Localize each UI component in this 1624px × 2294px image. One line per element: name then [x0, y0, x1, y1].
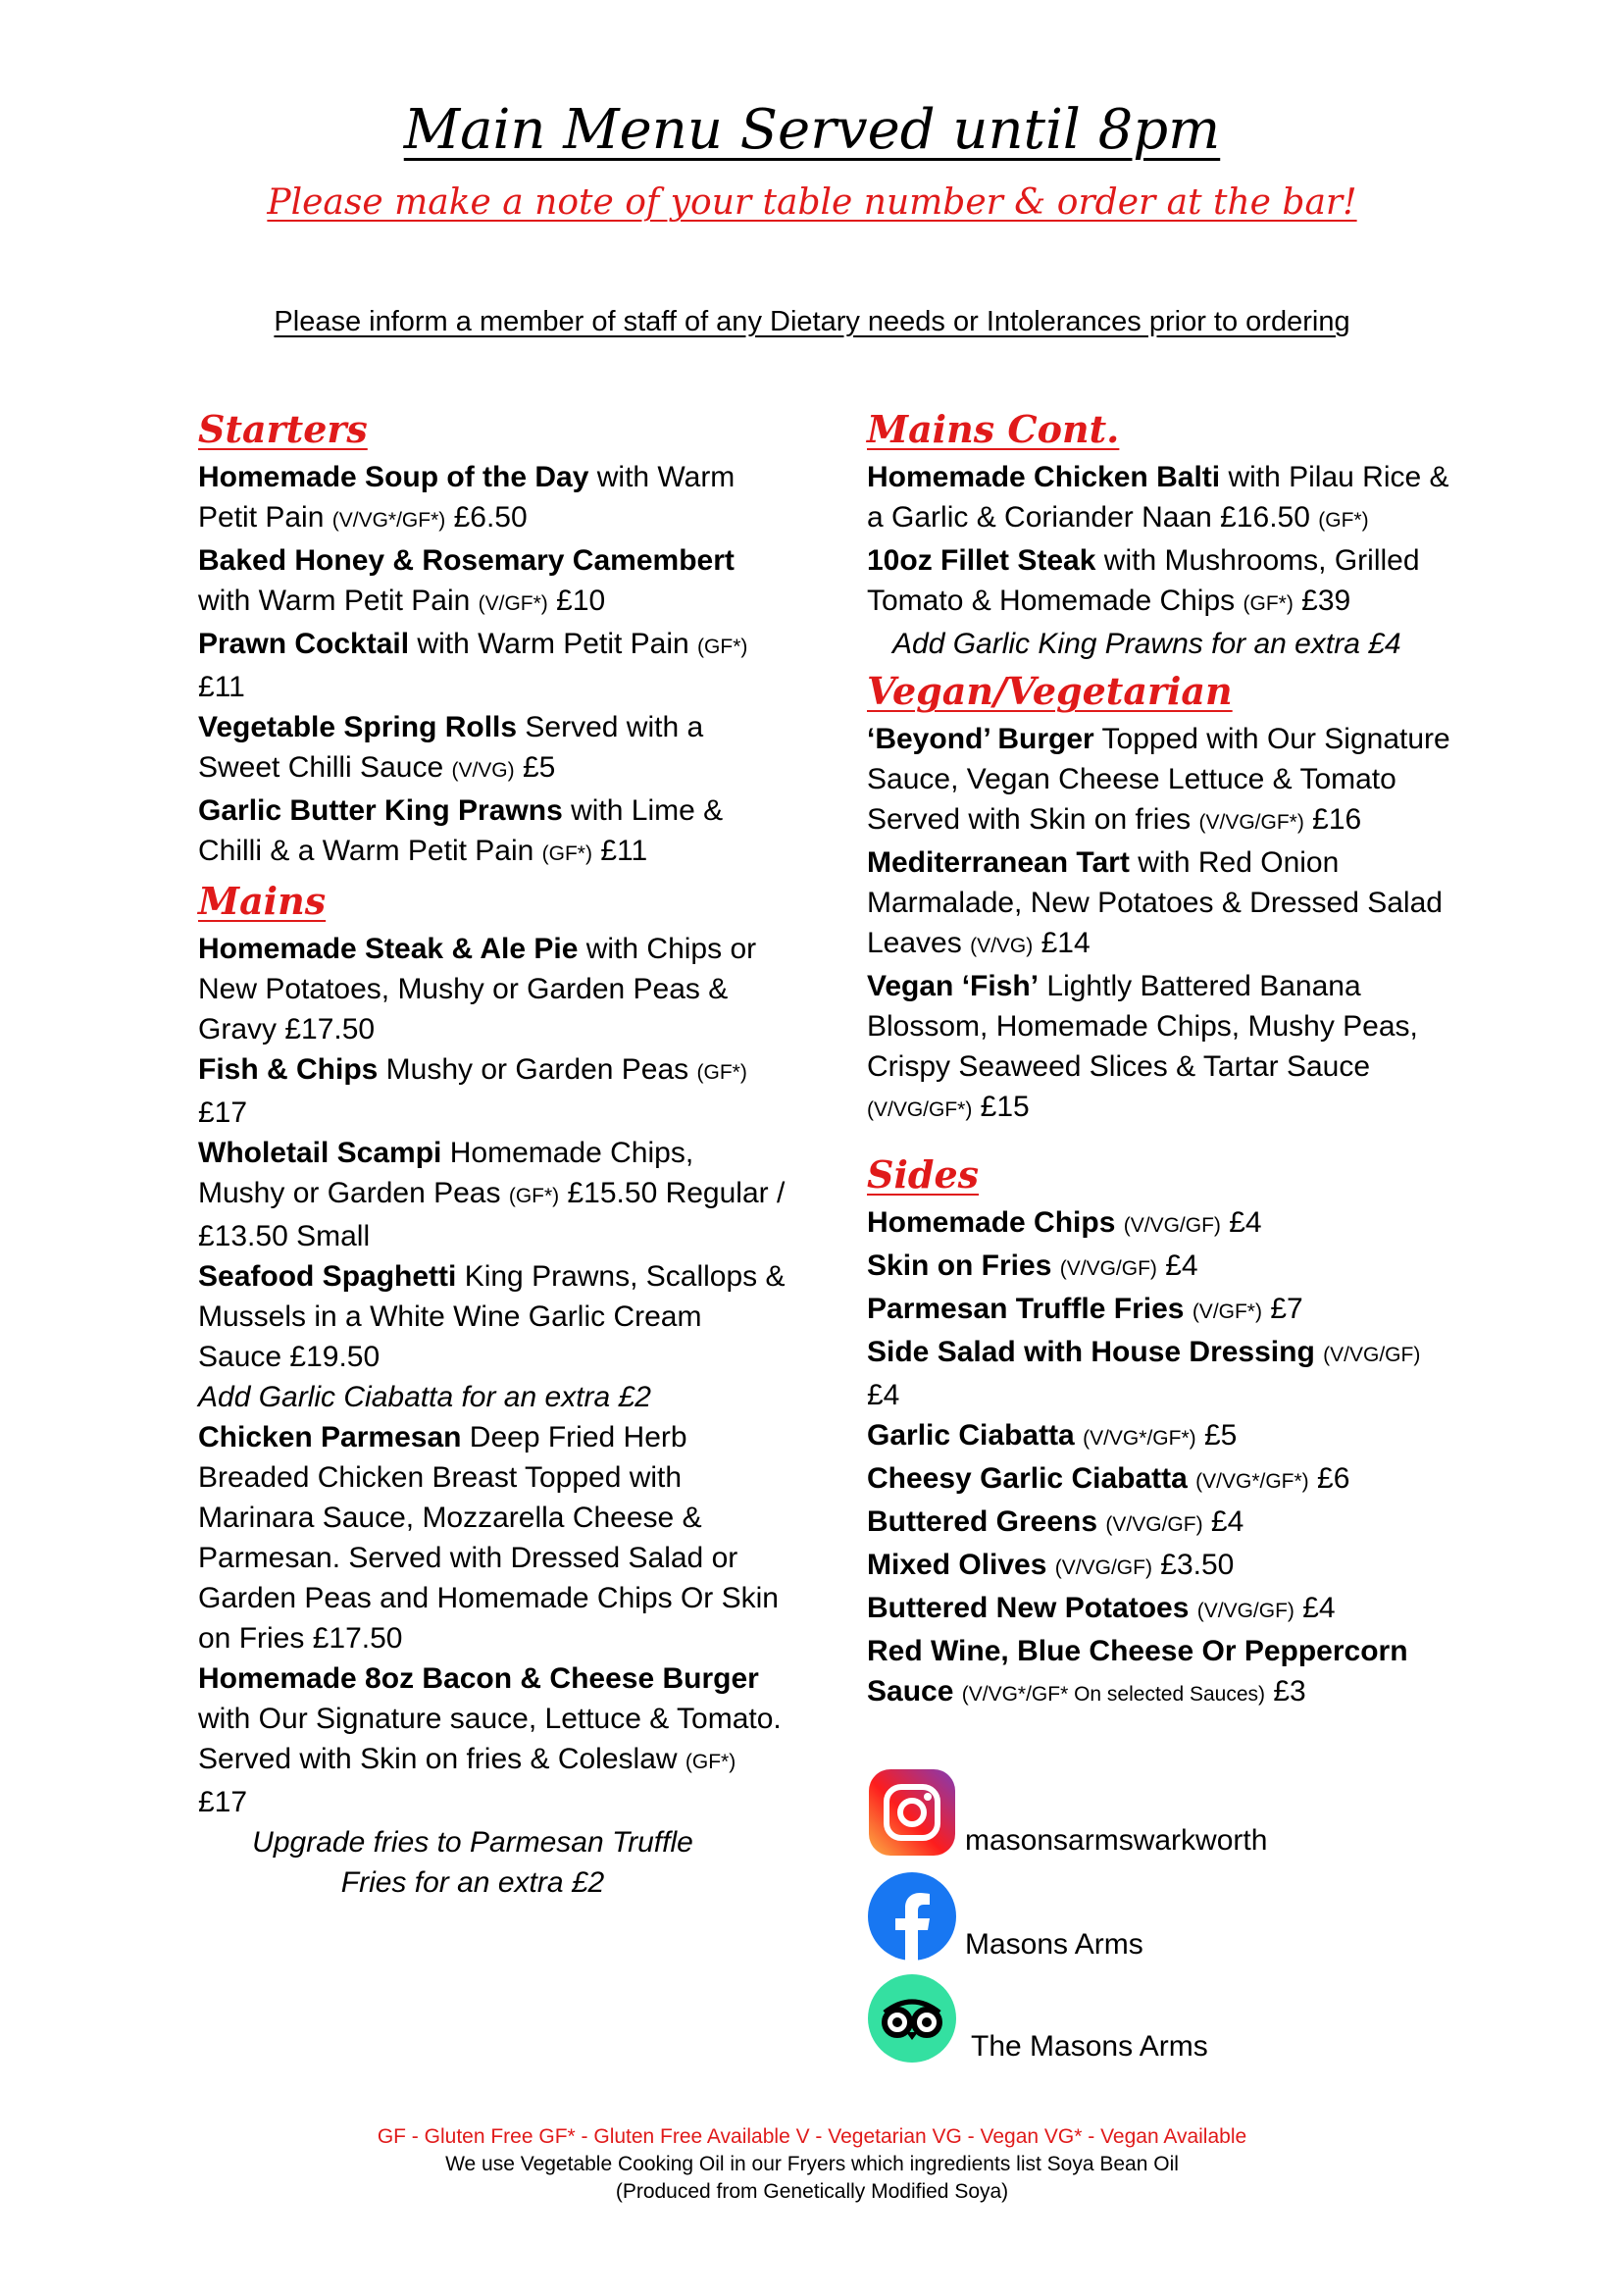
item-description: Deep Fried Herb Breaded Chicken Breast Topped with Marinara Sauce, Mozzarella Cheese & Parmesan. Served with Dressed Salad or Garden Peas and Homemade Chips Or Skin on Fries £17.50: [198, 1421, 779, 1655]
item-name: Red Wine, Blue Cheese Or Peppercorn Sauce: [867, 1635, 1408, 1708]
item-name: Vegetable Spring Rolls: [198, 711, 518, 743]
dietary-tag: (V/VG*/GF* On selected Sauces): [961, 1683, 1266, 1706]
item-name: Homemade Chicken Balti: [867, 461, 1221, 493]
item-description: King Prawns, Scallops & Mussels in a White Wine Garlic Cream Sauce £19.50: [198, 1260, 786, 1373]
item-name: 10oz Fillet Steak: [867, 544, 1096, 577]
starters-list: [198, 457, 787, 874]
tripadvisor-owl-icon: [867, 1973, 957, 2064]
item-name: Chicken Parmesan: [198, 1421, 462, 1453]
menu-item: [198, 457, 787, 540]
section-spacer: [867, 1130, 1455, 1147]
item-name: Homemade 8oz Bacon & Cheese Burger: [198, 1662, 759, 1695]
facebook-link[interactable]: [867, 1871, 1455, 1962]
menu-item: [867, 1588, 1455, 1631]
menu-item: [867, 1545, 1455, 1588]
item-price: £4: [1202, 1505, 1244, 1538]
item-description: Mushy or Garden Peas: [378, 1053, 697, 1086]
item-description: [1315, 1336, 1323, 1368]
menu-item: [867, 1332, 1455, 1415]
dietary-tag: (V/VG/GF*): [1198, 811, 1304, 834]
menu-item: [198, 929, 787, 1049]
item-name: Skin on Fries: [867, 1249, 1052, 1282]
menu-item: [198, 790, 787, 874]
item-name: Mixed Olives: [867, 1549, 1047, 1581]
item-name: Homemade Steak & Ale Pie: [198, 933, 579, 965]
item-price: £17: [198, 1096, 248, 1129]
sides-heading: Sides: [867, 1152, 980, 1197]
item-price: £16: [1303, 803, 1362, 836]
item-price: £5: [514, 751, 556, 784]
item-description: with Warm Petit Pain: [198, 461, 736, 534]
item-price: £3: [1265, 1675, 1306, 1708]
tripadvisor-name: The Masons Arms: [971, 2030, 1208, 2063]
dietary-tag: (GF*): [1243, 592, 1294, 615]
dietary-tag: (V/VG/GF): [1323, 1344, 1421, 1366]
vegan-heading: Vegan/Vegetarian: [867, 669, 1233, 713]
facebook-name: Masons Arms: [965, 1928, 1143, 1961]
vegan-list: [867, 719, 1455, 1130]
dietary-tag: (V/GF*): [478, 592, 548, 615]
menu-item: [198, 1256, 787, 1377]
item-description: [1115, 1206, 1123, 1239]
dietary-tag: (V/VG*/GF*): [1083, 1427, 1196, 1450]
item-description: with Warm Petit Pain: [198, 585, 479, 617]
tripadvisor-link[interactable]: [867, 1973, 1455, 2064]
menu-item: [867, 1289, 1455, 1332]
item-name: Buttered Greens: [867, 1505, 1098, 1538]
menu-item: [867, 842, 1455, 966]
page-title: Main Menu Served until 8pm: [403, 98, 1221, 162]
item-description: [953, 1675, 961, 1708]
menu-item: [867, 1458, 1455, 1502]
item-name: Parmesan Truffle Fries: [867, 1293, 1185, 1325]
item-description: Homemade Chips, Mushy or Garden Peas: [198, 1137, 694, 1209]
item-description: with Mushrooms, Grilled Tomato & Homemade Chips: [867, 544, 1420, 617]
dietary-tag: (V/VG/GF): [1196, 1600, 1294, 1622]
dietary-tag: (V/VG): [970, 935, 1034, 957]
item-price: £15.50 Regular / £13.50 Small: [198, 1177, 786, 1252]
item-price: £10: [547, 585, 606, 617]
item-description: Served with a Sweet Chilli Sauce: [198, 711, 704, 784]
item-name: Fish & Chips: [198, 1053, 379, 1086]
item-price: £17: [198, 1786, 248, 1818]
menu-item: [198, 540, 787, 624]
prawns-addon-note: Add Garlic King Prawns for an extra £4: [892, 628, 1401, 660]
item-description: with Warm Petit Pain: [409, 628, 698, 660]
dietary-tag: (GF*): [541, 842, 592, 865]
upgrade-fries-note: Upgrade fries to Parmesan Truffle Fries for an extra £2: [252, 1826, 693, 1899]
item-description: [1184, 1293, 1192, 1325]
item-description: [1046, 1549, 1054, 1581]
item-description: with Lime & Chilli & a Warm Petit Pain: [198, 794, 724, 867]
dietary-tag: (V/VG*/GF*): [331, 509, 446, 532]
menu-item: [198, 1049, 787, 1133]
mains-heading: Mains: [198, 879, 327, 923]
menu-item: [867, 719, 1455, 842]
item-price: £15: [972, 1091, 1030, 1123]
cooking-oil-note: We use Vegetable Cooking Oil in our Fryers which ingredients list Soya Bean Oil: [445, 2153, 1179, 2175]
menu-item: [867, 540, 1455, 624]
item-name: Wholetail Scampi: [198, 1137, 442, 1169]
dietary-tag: (GF*): [685, 1751, 736, 1773]
item-name: Homemade Chips: [867, 1206, 1116, 1239]
menu-item: [867, 1502, 1455, 1545]
menu-item: [867, 1202, 1455, 1246]
mains-cont-heading: Mains Cont.: [867, 407, 1120, 451]
item-name: Buttered New Potatoes: [867, 1592, 1190, 1624]
dietary-tag: (GF*): [697, 636, 748, 658]
item-price: £14: [1033, 927, 1091, 959]
item-description: [1188, 1462, 1195, 1495]
item-name: Homemade Soup of the Day: [198, 461, 589, 493]
item-price: £11: [198, 671, 245, 703]
mains-list-b: [198, 1417, 787, 1822]
item-description: [1075, 1419, 1083, 1452]
order-instruction: Please make a note of your table number & order at the bar!: [267, 182, 1357, 223]
gm-soya-note: (Produced from Genetically Modified Soya): [615, 2180, 1009, 2203]
right-column: [867, 402, 1455, 1714]
dietary-tag: (V/VG/GF*): [867, 1098, 973, 1121]
left-column: [198, 402, 787, 1903]
item-description: with Our Signature sauce, Lettuce & Tomato. Served with Skin on fries & Coleslaw: [198, 1703, 782, 1775]
item-name: Garlic Ciabatta: [867, 1419, 1075, 1452]
menu-item: [867, 1246, 1455, 1289]
menu-item: [198, 1133, 787, 1256]
menu-item: [867, 1631, 1455, 1714]
menu-item: [867, 1415, 1455, 1458]
starters-heading: Starters: [198, 407, 368, 451]
menu-item: [198, 1658, 787, 1822]
item-price: £4: [867, 1379, 900, 1411]
item-name: Prawn Cocktail: [198, 628, 410, 660]
dietary-tag: (GF*): [696, 1061, 747, 1084]
item-description: Lightly Battered Banana Blossom, Homemade Chips, Mushy Peas, Crispy Seaweed Slices & Tartar Sauce: [867, 970, 1418, 1083]
item-price: £11: [591, 835, 648, 867]
dietary-tag: (V/VG*/GF*): [1195, 1470, 1309, 1493]
dietary-legend: GF - Gluten Free GF* - Gluten Free Available V - Vegetarian VG - Vegan VG* - Vegan Available: [377, 2125, 1247, 2148]
footer: [0, 2123, 1624, 2206]
item-name: Garlic Butter King Prawns: [198, 794, 563, 827]
dietary-notice: Please inform a member of staff of any Dietary needs or Intolerances prior to ordering: [274, 306, 1350, 337]
mains-cont-list: [867, 457, 1455, 624]
item-price: £4: [1220, 1206, 1262, 1239]
dietary-tag: (V/GF*): [1192, 1300, 1262, 1323]
menu-item: [867, 966, 1455, 1130]
item-price: £3.50: [1151, 1549, 1235, 1581]
instagram-link[interactable]: [867, 1767, 1455, 1858]
item-name: Mediterranean Tart: [867, 846, 1130, 879]
instagram-icon: [867, 1767, 957, 1858]
menu-item: [198, 707, 787, 790]
item-price: £6: [1308, 1462, 1350, 1495]
item-description: [1189, 1592, 1196, 1624]
item-price: £4: [1156, 1249, 1198, 1282]
item-name: Cheesy Garlic Ciabatta: [867, 1462, 1188, 1495]
item-description: Topped with Our Signature Sauce, Vegan Cheese Lettuce & Tomato Served with Skin on fries: [867, 723, 1450, 836]
item-name: Vegan ‘Fish’: [867, 970, 1040, 1002]
item-description: with Chips or New Potatoes, Mushy or Garden Peas & Gravy £17.50: [198, 933, 757, 1045]
dietary-tag: (GF*): [1318, 509, 1369, 532]
item-description: with Pilau Rice & a Garlic & Coriander Naan £16.50: [867, 461, 1449, 534]
item-name: Seafood Spaghetti: [198, 1260, 457, 1293]
item-description: with Red Onion Marmalade, New Potatoes & Dressed Salad Leaves: [867, 846, 1443, 959]
sides-list: [867, 1202, 1455, 1714]
item-price: £4: [1294, 1592, 1336, 1624]
dietary-tag: (V/VG): [451, 759, 515, 782]
dietary-tag: (GF*): [508, 1185, 560, 1207]
menu-item: [198, 624, 787, 707]
item-price: £5: [1195, 1419, 1238, 1452]
ciabatta-addon-note: Add Garlic Ciabatta for an extra £2: [198, 1381, 651, 1413]
instagram-handle: masonsarmswarkworth: [965, 1824, 1268, 1857]
menu-item: [198, 1417, 787, 1658]
item-price: £39: [1293, 585, 1351, 617]
item-description: [1051, 1249, 1059, 1282]
facebook-icon: [867, 1871, 957, 1962]
dietary-tag: (V/VG/GF): [1054, 1556, 1152, 1579]
dietary-tag: (V/VG/GF): [1105, 1513, 1203, 1536]
item-name: Side Salad with House Dressing: [867, 1336, 1315, 1368]
item-price: £6.50: [445, 501, 528, 534]
item-name: Baked Honey & Rosemary Camembert: [198, 544, 735, 577]
dietary-tag: (V/VG/GF): [1059, 1257, 1157, 1280]
menu-item: [867, 457, 1455, 540]
item-price: £7: [1261, 1293, 1303, 1325]
dietary-tag: (V/VG/GF): [1123, 1214, 1221, 1237]
mains-list: [198, 929, 787, 1377]
item-name: ‘Beyond’ Burger: [867, 723, 1094, 755]
